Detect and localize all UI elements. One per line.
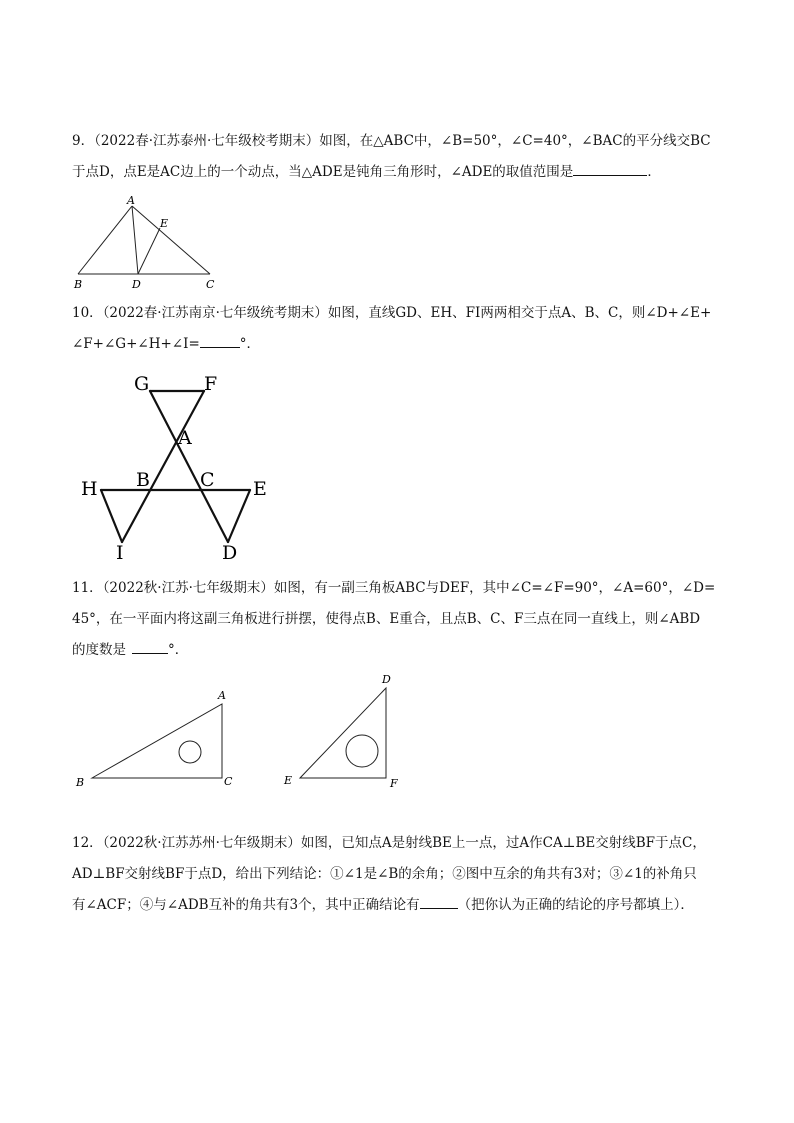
question-text: ∠F+∠G+∠H+∠I= (72, 336, 200, 352)
question-12-line-2 (72, 859, 722, 890)
question-text: 如图，已知点A是射线BE上一点，过A作CA⊥BE交射线BF于点C， (300, 835, 706, 851)
question-text: 于点D，点E是AC边上的一个动点，当△ADE是钝角三角形时，∠ADE的取值范围是 (72, 164, 574, 180)
question-number: 9． (72, 133, 95, 149)
label-F: F (204, 373, 218, 395)
question-text: °． (239, 336, 260, 352)
figure-9-triangle (70, 192, 230, 292)
question-10-line-2 (72, 329, 722, 360)
label-E: E (284, 774, 293, 787)
question-text: 如图，直线GD、EH、FI两两相交于点A、B、C，则∠D+∠E+ (327, 305, 712, 321)
question-10 (72, 298, 722, 360)
label-A: A (178, 427, 192, 449)
label-E: E (160, 217, 169, 230)
label-I: I (116, 542, 124, 564)
question-source: （2022春·江苏南京·七年级统考期末） (102, 305, 328, 321)
label-C: C (206, 278, 215, 291)
question-11-line-2 (72, 604, 722, 635)
figure-10-three-lines (76, 370, 276, 565)
label-H: H (81, 478, 98, 500)
label-F: F (390, 777, 398, 790)
label-B: B (74, 278, 83, 291)
question-9-line-2 (72, 157, 722, 188)
figure-11-set-square-abc (70, 682, 250, 792)
answer-blank[interactable] (420, 894, 458, 909)
answer-blank[interactable] (200, 333, 240, 348)
question-number: 12． (72, 835, 103, 851)
question-12 (72, 828, 722, 921)
question-9-line-1 (72, 126, 722, 157)
question-text: AD⊥BF交射线BF于点D，给出下列结论：①∠1是∠B的余角；②图中互余的角共有3对；③∠1的补角只 (72, 866, 697, 882)
label-D: D (222, 542, 238, 564)
label-D: D (132, 278, 141, 291)
question-9 (72, 126, 722, 188)
question-text: 如图，在△ABC中，∠B=50°，∠C=40°，∠BAC的平分线交BC (319, 133, 711, 149)
question-11 (72, 573, 722, 666)
question-text: ． (647, 164, 661, 180)
question-source: （2022春·江苏泰州·七年级校考期末） (94, 133, 320, 149)
label-G: G (134, 373, 150, 395)
question-source: （2022秋·江苏·七年级期末） (102, 580, 274, 596)
question-number: 10． (72, 305, 103, 321)
label-A: A (127, 194, 135, 207)
label-E: E (253, 478, 267, 500)
question-11-line-3 (72, 635, 722, 666)
label-D: D (382, 673, 391, 686)
label-B: B (136, 469, 150, 491)
question-text: 45°，在一平面内将这副三角板进行拼摆，使得点B、E重合，且点B、C、F三点在同一直线上，则∠ABD (72, 611, 701, 627)
label-C: C (224, 775, 233, 788)
answer-blank[interactable] (132, 639, 168, 654)
label-A: A (218, 689, 226, 702)
question-text: 的度数是 (72, 642, 126, 658)
answer-blank[interactable] (573, 161, 647, 176)
label-C: C (200, 469, 215, 491)
question-text: 如图，有一副三角板ABC与DEF，其中∠C=∠F=90°，∠A=60°，∠D= (273, 580, 716, 596)
figure-11-set-square-def (278, 670, 408, 795)
question-source: （2022秋·江苏苏州·七年级期末） (102, 835, 301, 851)
question-text: （把你认为正确的结论的序号都填上）． (457, 897, 694, 913)
label-B: B (76, 776, 85, 789)
question-10-line-1 (72, 298, 722, 329)
question-12-line-3 (72, 890, 722, 921)
question-number: 11． (72, 580, 103, 596)
question-text: 有∠ACF；④与∠ADB互补的角共有3个，其中正确结论有 (72, 897, 420, 913)
question-11-line-1 (72, 573, 722, 604)
question-text: °． (168, 642, 189, 658)
question-12-line-1 (72, 828, 722, 859)
